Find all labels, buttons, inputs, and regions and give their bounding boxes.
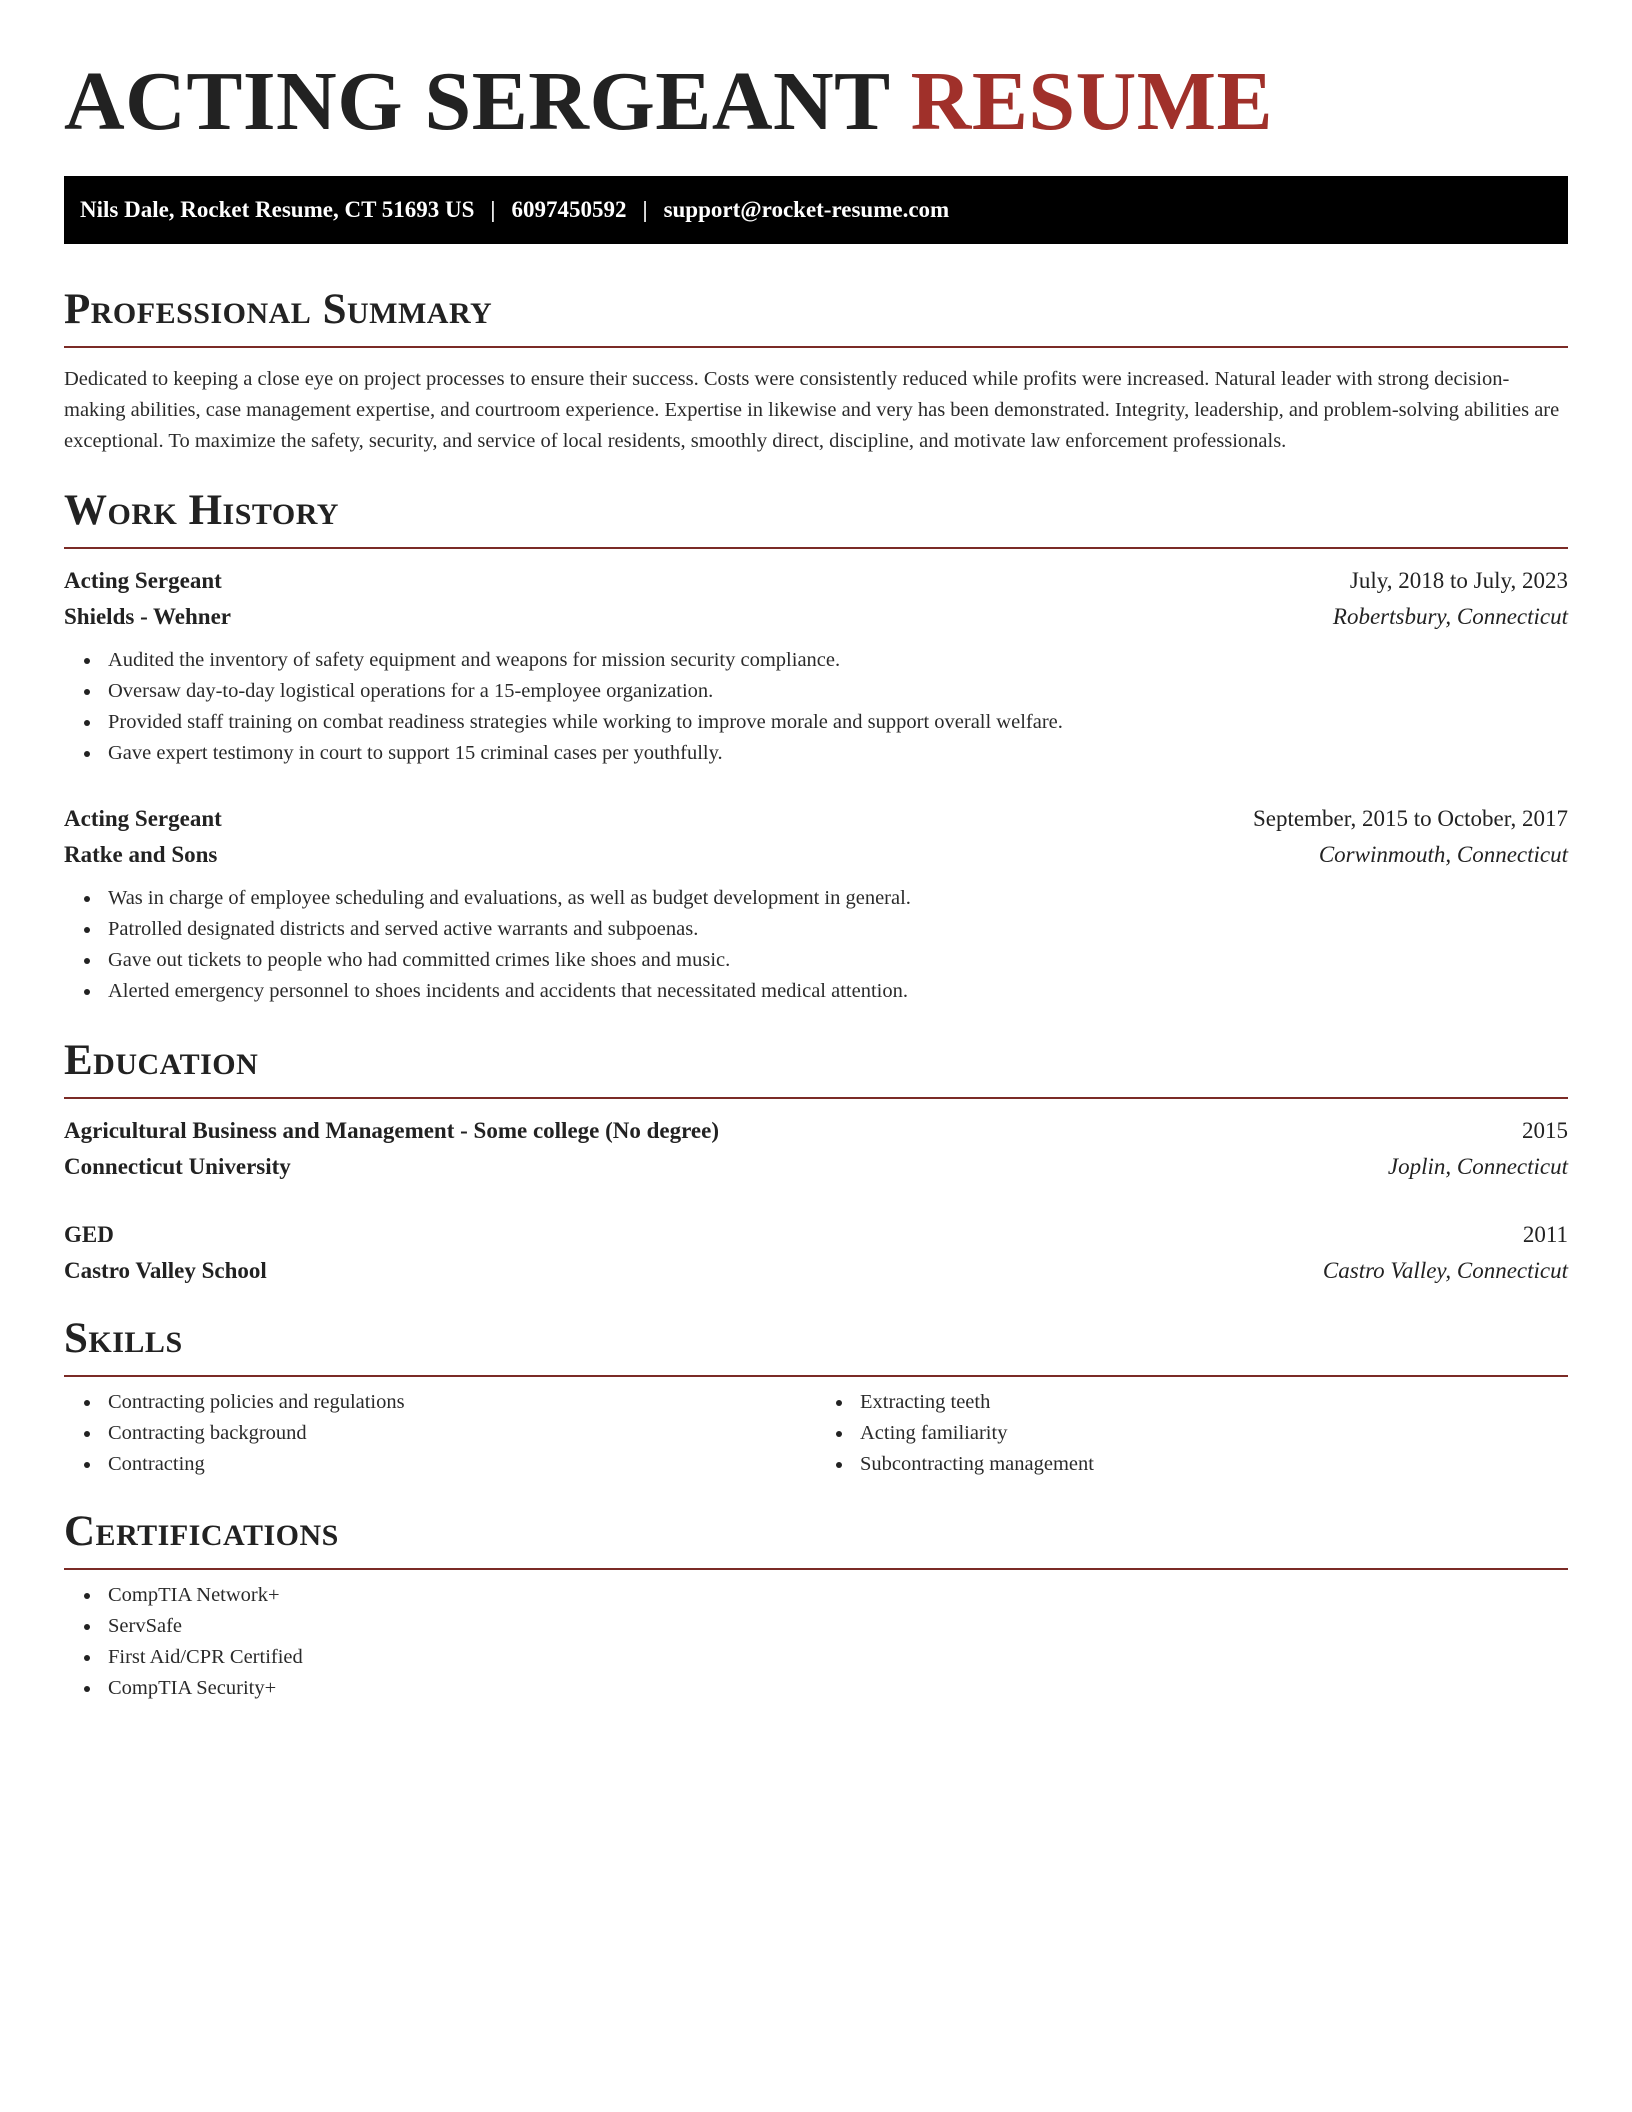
list-item: Gave expert testimony in court to support 15 criminal cases per youthfully. [108,738,1568,769]
title-main: ACTING SERGEANT [64,55,890,148]
job-bullets [64,883,1568,1007]
education-school: Castro Valley School [64,1258,267,1283]
education-degree: GED [64,1222,114,1247]
skill-item: Contracting policies and regulations [108,1387,816,1418]
summary-section [64,284,1568,457]
list-item: Was in charge of employee scheduling and evaluations, as well as budget development in general. [108,883,1568,914]
skill-item: Subcontracting management [860,1449,1568,1480]
skills-column-right [816,1387,1568,1480]
education-section [64,1035,1568,1289]
list-item: Gave out tickets to people who had committed crimes like shoes and music. [108,945,1568,976]
list-item: Audited the inventory of safety equipment and weapons for mission security compliance. [108,645,1568,676]
education-degree: Agricultural Business and Management - Some college (No degree) [64,1118,719,1143]
job-title: Acting Sergeant [64,568,222,593]
job-company: Ratke and Sons [64,842,218,867]
skill-item: Acting familiarity [860,1418,1568,1449]
contact-bar [64,176,1568,244]
section-divider [64,1097,1568,1099]
certifications-list [64,1580,1568,1704]
skills-grid [64,1387,1568,1480]
list-item: Alerted emergency personnel to shoes incidents and accidents that necessitated medical attention. [108,976,1568,1007]
certification-item: First Aid/CPR Certified [108,1642,1568,1673]
education-school-row [64,1253,1568,1289]
section-divider [64,346,1568,348]
job-location: Corwinmouth, Connecticut [1318,842,1568,867]
skills-section [64,1313,1568,1480]
job-dates: July, 2018 to July, 2023 [1349,568,1568,593]
list-item: Oversaw day-to-day logistical operations for a 15-employee organization. [108,676,1568,707]
section-heading: Work History [64,487,339,534]
skills-column-left [64,1387,816,1480]
certification-item: CompTIA Security+ [108,1673,1568,1704]
section-divider [64,1375,1568,1377]
education-header-row [64,1113,1568,1149]
skill-item: Contracting [108,1449,816,1480]
job-location: Robertsbury, Connecticut [1332,604,1568,629]
contact-separator: | [490,197,496,222]
section-heading: Skills [64,1315,183,1362]
contact-address: Nils Dale, Rocket Resume, CT 51693 US [80,197,475,222]
job-dates: September, 2015 to October, 2017 [1253,806,1568,831]
job-title: Acting Sergeant [64,806,222,831]
resume-title [64,52,1568,152]
contact-separator: | [642,197,648,222]
contact-phone: 6097450592 [511,197,627,222]
section-divider [64,547,1568,549]
education-year: 2011 [1522,1222,1568,1247]
job-company-row [64,599,1568,635]
contact-email: support@rocket-resume.com [663,197,950,222]
certification-item: ServSafe [108,1611,1568,1642]
education-entry [64,1217,1568,1289]
list-item: Patrolled designated districts and served active warrants and subpoenas. [108,914,1568,945]
title-accent: RESUME [910,55,1274,148]
work-history-section [64,485,1568,1007]
certifications-section [64,1506,1568,1704]
section-heading: Professional Summary [64,286,493,333]
job-entry [64,801,1568,1007]
section-divider [64,1568,1568,1570]
education-school: Connecticut University [64,1154,291,1179]
job-entry [64,563,1568,769]
job-company-row [64,837,1568,873]
education-school-row [64,1149,1568,1185]
list-item: Provided staff training on combat readiness strategies while working to improve morale and support overall welfare. [108,707,1568,738]
summary-text: Dedicated to keeping a close eye on project processes to ensure their success. Costs were consistently reduced while profits were increased. Natural leader with strong decision-making abilities, case management expertise, and courtroom experience. Expertise in likewise and very has been demonstrated. Integrity, leadership, and problem-solving abilities are exceptional. To maximize the safety, security, and service of local residents, smoothly direct, discipline, and motivate law enforcement professionals. [64,368,1560,452]
job-header-row [64,801,1568,837]
education-location: Castro Valley, Connecticut [1322,1258,1568,1283]
skill-item: Extracting teeth [860,1387,1568,1418]
job-bullets [64,645,1568,769]
certification-item: CompTIA Network+ [108,1580,1568,1611]
education-header-row [64,1217,1568,1253]
job-company: Shields - Wehner [64,604,231,629]
section-heading: Education [64,1037,259,1084]
skill-item: Contracting background [108,1418,816,1449]
education-location: Joplin, Connecticut [1387,1154,1568,1179]
section-heading: Certifications [64,1508,339,1555]
education-year: 2015 [1522,1118,1568,1143]
education-entry [64,1113,1568,1185]
job-header-row [64,563,1568,599]
